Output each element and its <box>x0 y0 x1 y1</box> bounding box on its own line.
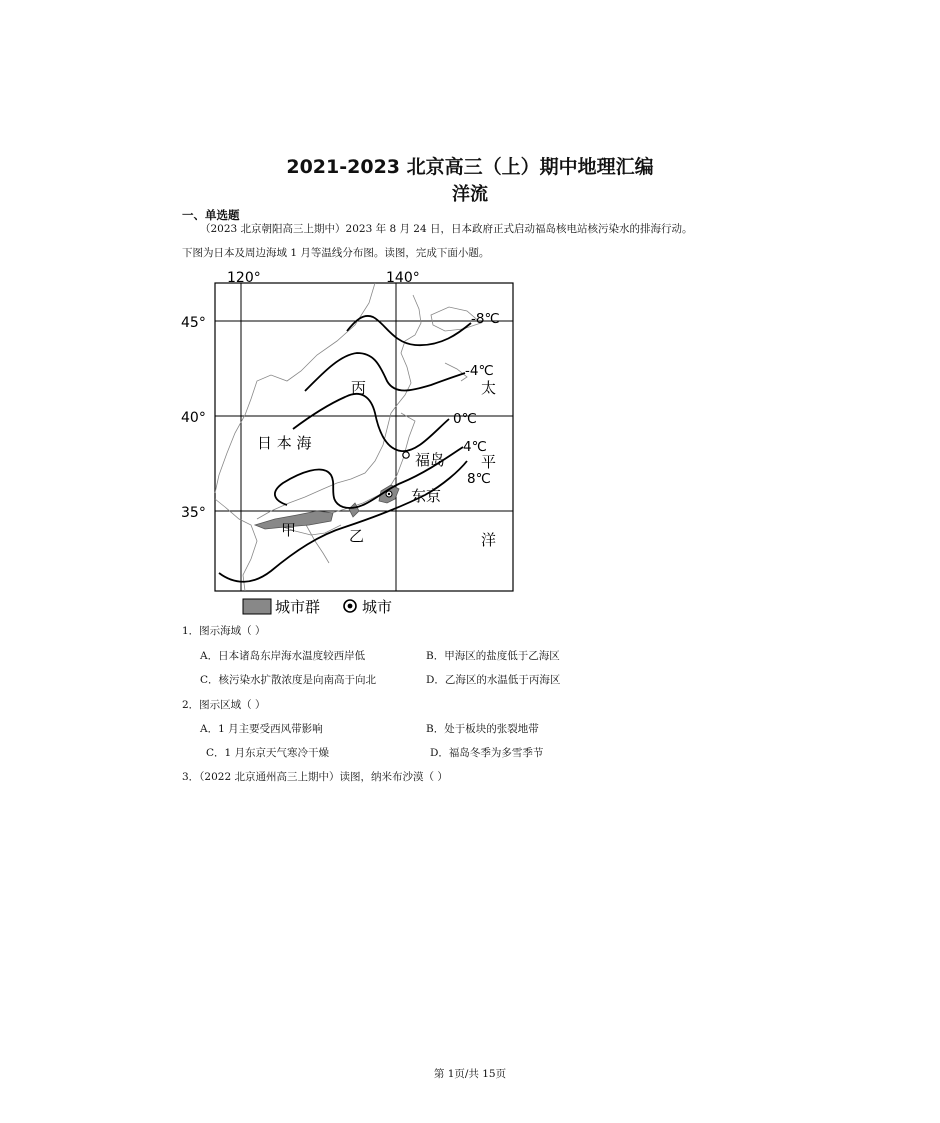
label-fukushima: 福岛 <box>415 451 446 469</box>
lat-label-35: 35° <box>181 505 206 521</box>
label-pacific-yang: 洋 <box>481 531 497 549</box>
isotherm-8 <box>219 461 467 582</box>
lat-label-40: 40° <box>181 410 206 426</box>
question-1-option-a: A．日本诸岛东岸海水温度较西岸低 <box>200 650 366 662</box>
section-heading: 一、单选题 <box>182 208 240 222</box>
legend-city-cluster-swatch <box>243 599 271 614</box>
legend-city-icon-dot <box>348 604 353 609</box>
lon-label-120: 120° <box>227 270 261 286</box>
isotherm-map <box>181 263 535 623</box>
question-3-stem: 3．（2022 北京通州高三上期中）读图，纳米布沙漠（ ） <box>182 771 448 783</box>
question-1-stem: 1．图示海域（ ） <box>182 625 266 637</box>
tokyo-marker-dot <box>388 493 390 495</box>
intro-line-2: 下图为日本及周边海域 1 月等温线分布图。读图，完成下面小题。 <box>182 247 490 259</box>
label-sea-of-japan: 日 本 海 <box>257 434 312 452</box>
question-2-option-b: B．处于板块的张裂地带 <box>426 723 539 735</box>
question-2-option-d: D．福岛冬季为多雪季节 <box>430 747 544 759</box>
label-jia: 甲 <box>281 521 297 539</box>
label-tokyo: 东京 <box>411 487 442 505</box>
question-1-option-b: B．甲海区的盐度低于乙海区 <box>426 650 560 662</box>
isotherm-label-0: 0℃ <box>453 411 477 427</box>
isotherm-label-minus4: -4℃ <box>465 363 494 379</box>
label-bing: 丙 <box>351 379 367 397</box>
question-1-option-c: C．核污染水扩散浓度是向南高于向北 <box>200 674 377 686</box>
page-subtitle: 洋流 <box>452 184 488 205</box>
label-pacific-ping: 平 <box>481 453 497 471</box>
isotherm-label-4: 4℃ <box>463 439 487 455</box>
intro-line-1: （2023 北京朝阳高三上期中）2023 年 8 月 24 日，日本政府正式启动福岛核电站核污染水的排海行动。 <box>200 223 693 235</box>
legend-city-cluster-label: 城市群 <box>275 598 321 616</box>
lon-label-140: 140° <box>386 270 420 286</box>
page-title: 2021-2023 北京高三（上）期中地理汇编 <box>286 156 654 178</box>
legend-city-label: 城市 <box>362 598 393 616</box>
isotherm-0 <box>293 394 449 451</box>
question-2-stem: 2．图示区域（ ） <box>182 699 266 711</box>
page-footer: 第 1页/共 15页 <box>433 1068 507 1080</box>
lat-label-45: 45° <box>181 315 206 331</box>
isotherm-label-minus8: -8℃ <box>471 311 500 327</box>
question-2-option-c: C．1 月东京天气寒冷干燥 <box>206 747 330 759</box>
label-pacific-tai: 太 <box>481 379 497 397</box>
question-1-option-d: D．乙海区的水温低于丙海区 <box>426 674 561 686</box>
question-2-option-a: A．1 月主要受西风带影响 <box>200 723 323 735</box>
label-yi: 乙 <box>349 527 365 545</box>
isotherm-label-8: 8℃ <box>467 471 491 487</box>
fukushima-marker <box>403 452 409 458</box>
isotherm-minus4 <box>305 353 465 391</box>
